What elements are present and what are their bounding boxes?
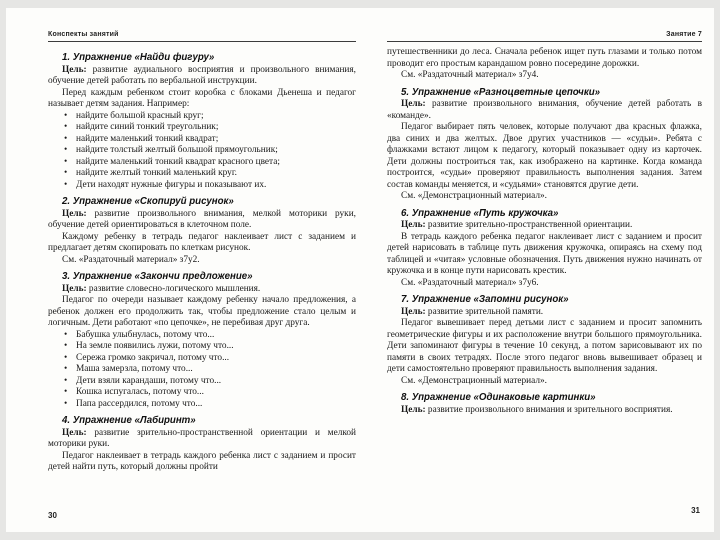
- exercise-section-4: [48, 415, 356, 474]
- goal-text: развитие аудиального восприятия и произвольного внимания, обучение детей работать по вербальной инструкции.: [48, 64, 356, 86]
- exercise-title: 6. Упражнение «Путь кружочка»: [401, 207, 559, 219]
- continuation-paragraph: путешественники до леса. Сначала ребенок ищет путь глазами и только потом проводит его простым карандашом ровно посередине дорожки.: [387, 47, 702, 69]
- exercise-section-5: [387, 87, 702, 203]
- bullet-item: • Папа рассердился, потому что...: [48, 399, 356, 411]
- exercise-section-7: [387, 294, 702, 387]
- body-paragraph: Каждому ребенку в тетрадь педагог наклеивает лист с заданием и предлагает детям скопировать по клеткам рисунок.: [48, 231, 356, 253]
- goal-text: развитие зрительно-пространственной ориентации и мелкой моторики руки.: [48, 427, 356, 449]
- bullet-item: • найдите синий тонкий треугольник;: [48, 122, 356, 134]
- bullet-item: • Бабушка улыбнулась, потому что...: [48, 330, 356, 342]
- bullet-item: • найдите толстый желтый большой прямоугольник;: [48, 145, 356, 157]
- goal-text: развитие словесно-логического мышления.: [86, 283, 261, 294]
- page-number-left: 30: [48, 511, 57, 520]
- header-rule-right: [387, 41, 702, 42]
- goal-paragraph: [387, 307, 702, 319]
- see-reference: См. «Раздаточный материал» з7у6.: [401, 277, 539, 288]
- goal-text: развитие зрительной памяти.: [425, 306, 544, 317]
- exercise-section-2: [48, 196, 356, 266]
- goal-paragraph: [48, 428, 356, 451]
- running-header-left: Конспекты занятий: [48, 31, 119, 38]
- bullet-item: • Кошка испугалась, потому что...: [48, 387, 356, 399]
- bullet-item: • На земле появились лужи, потому что...: [48, 341, 356, 353]
- goal-paragraph: [48, 284, 356, 296]
- body-paragraph: Педагог по очереди называет каждому ребенку начало предложения, а ребенок должен его продолжить так, чтобы предложение стало целым и логичным. Дети работают «по цепочке», не перебивая друг друга.: [48, 295, 356, 328]
- exercise-title: 1. Упражнение «Найди фигуру»: [62, 52, 215, 63]
- exercise-section-6: [387, 208, 702, 290]
- exercise-title: 8. Упражнение «Одинаковые картинки»: [401, 392, 596, 403]
- bullet-item: • найдите желтый тонкий маленький круг.: [48, 168, 356, 180]
- body-paragraph: Педагог вывешивает перед детьми лист с заданием и просит запомнить геометрические фигуры и их расположение внутри большого прямоугольника. Дети запоминают фигуры в течение 10 секунд, а потом зарисовывают их по памяти в своих тетрадях. После этого педагог вновь вывешивает образец и дети самостоятельно проверяют правильность выполнения задания.: [387, 318, 702, 374]
- header-rule-left: [48, 41, 356, 42]
- goal-paragraph: [48, 209, 356, 232]
- see-reference: См. «Демонстрационный материал».: [401, 375, 547, 386]
- bullet-item: • Маша замерзла, потому что...: [48, 364, 356, 376]
- body-paragraph: В тетрадь каждого ребенка педагог наклеивает лист с заданием и просит детей нарисовать в таблице путь движения кружочка, опираясь на схему под таблицей и «читая» условные обозначения. Путь движения нужно начинать от кружочка и в конце пути нарисовать крестик.: [387, 231, 702, 276]
- left-page-body: [48, 47, 356, 474]
- exercise-section-3: [48, 271, 356, 410]
- bullet-item: • Дети взяли карандаши, потому что...: [48, 376, 356, 388]
- left-page: [48, 8, 356, 532]
- exercise-section-8: [387, 392, 702, 416]
- body-paragraph: Педагог наклеивает в тетрадь каждого ребенка лист с заданием и просит детей найти путь, который должны пройти: [48, 450, 356, 472]
- body-paragraph: Перед каждым ребенком стоит коробка с блоками Дьенеша и педагог называет детям задания. Например:: [48, 87, 356, 109]
- bullet-list: [48, 330, 356, 411]
- goal-label: Цель:: [62, 427, 87, 438]
- book-spread: [6, 8, 714, 532]
- exercise-title: 2. Упражнение «Скопируй рисунок»: [62, 196, 234, 207]
- goal-label: Цель:: [62, 208, 87, 219]
- goal-paragraph: [48, 65, 356, 88]
- goal-label: Цель:: [401, 404, 426, 415]
- goal-text: развитие произвольного внимания, мелкой моторики руки, обучение детей ориентироваться в клеточном поле.: [48, 208, 356, 230]
- bullet-item: • найдите маленький тонкий квадрат красного цвета;: [48, 157, 356, 169]
- goal-label: Цель:: [401, 306, 426, 317]
- exercise-section-1: [48, 52, 356, 191]
- goal-label: Цель:: [62, 64, 87, 75]
- goal-label: Цель:: [62, 283, 87, 294]
- running-header-right: Занятие 7: [666, 31, 702, 38]
- goal-text: развитие произвольного внимания, обучение детей работать в «команде».: [387, 99, 702, 121]
- bullet-item: • Дети находят нужные фигуры и показывают их.: [48, 180, 356, 192]
- goal-text: развитие произвольного внимания и зрительного восприятия.: [425, 404, 673, 415]
- exercise-title: 4. Упражнение «Лабиринт»: [62, 415, 196, 426]
- goal-label: Цель:: [401, 220, 426, 230]
- see-reference: См. «Демонстрационный материал».: [401, 191, 547, 201]
- goal-paragraph: [387, 99, 702, 122]
- exercise-title: 7. Упражнение «Запомни рисунок»: [401, 294, 569, 305]
- see-reference: См. «Раздаточный материал» з7у2.: [62, 254, 200, 265]
- body-paragraph: Педагог выбирает пять человек, которые получают два красных флажка, два синих и два желтых. Двое других участников — «судьи». Ребята с флажками встают лицом к педагогу, который показывает одну из карточек. Дети должны построиться так, как изображено на картинке. Когда команда построится, «судьи» проверяют правильность выполнения задания. Затем состав команды меняется, и «судьями» становятся другие дети.: [387, 122, 702, 190]
- goal-text: развитие зрительно-пространственной ориентации.: [425, 220, 633, 230]
- bullet-list: [48, 111, 356, 192]
- page-number-right: 31: [691, 506, 700, 515]
- goal-label: Цель:: [401, 99, 426, 109]
- bullet-item: • Сережа громко закричал, потому что...: [48, 353, 356, 365]
- exercise-title: 3. Упражнение «Закончи предложение»: [62, 271, 253, 282]
- right-page: [387, 8, 702, 532]
- goal-paragraph: [387, 405, 702, 417]
- see-reference: См. «Раздаточный материал» з7у4.: [401, 70, 539, 80]
- right-page-body: [387, 47, 702, 416]
- goal-paragraph: [387, 220, 702, 232]
- bullet-item: • найдите маленький тонкий квадрат;: [48, 134, 356, 146]
- exercise-title: 5. Упражнение «Разноцветные цепочки»: [401, 86, 601, 98]
- bullet-item: • найдите большой красный круг;: [48, 111, 356, 123]
